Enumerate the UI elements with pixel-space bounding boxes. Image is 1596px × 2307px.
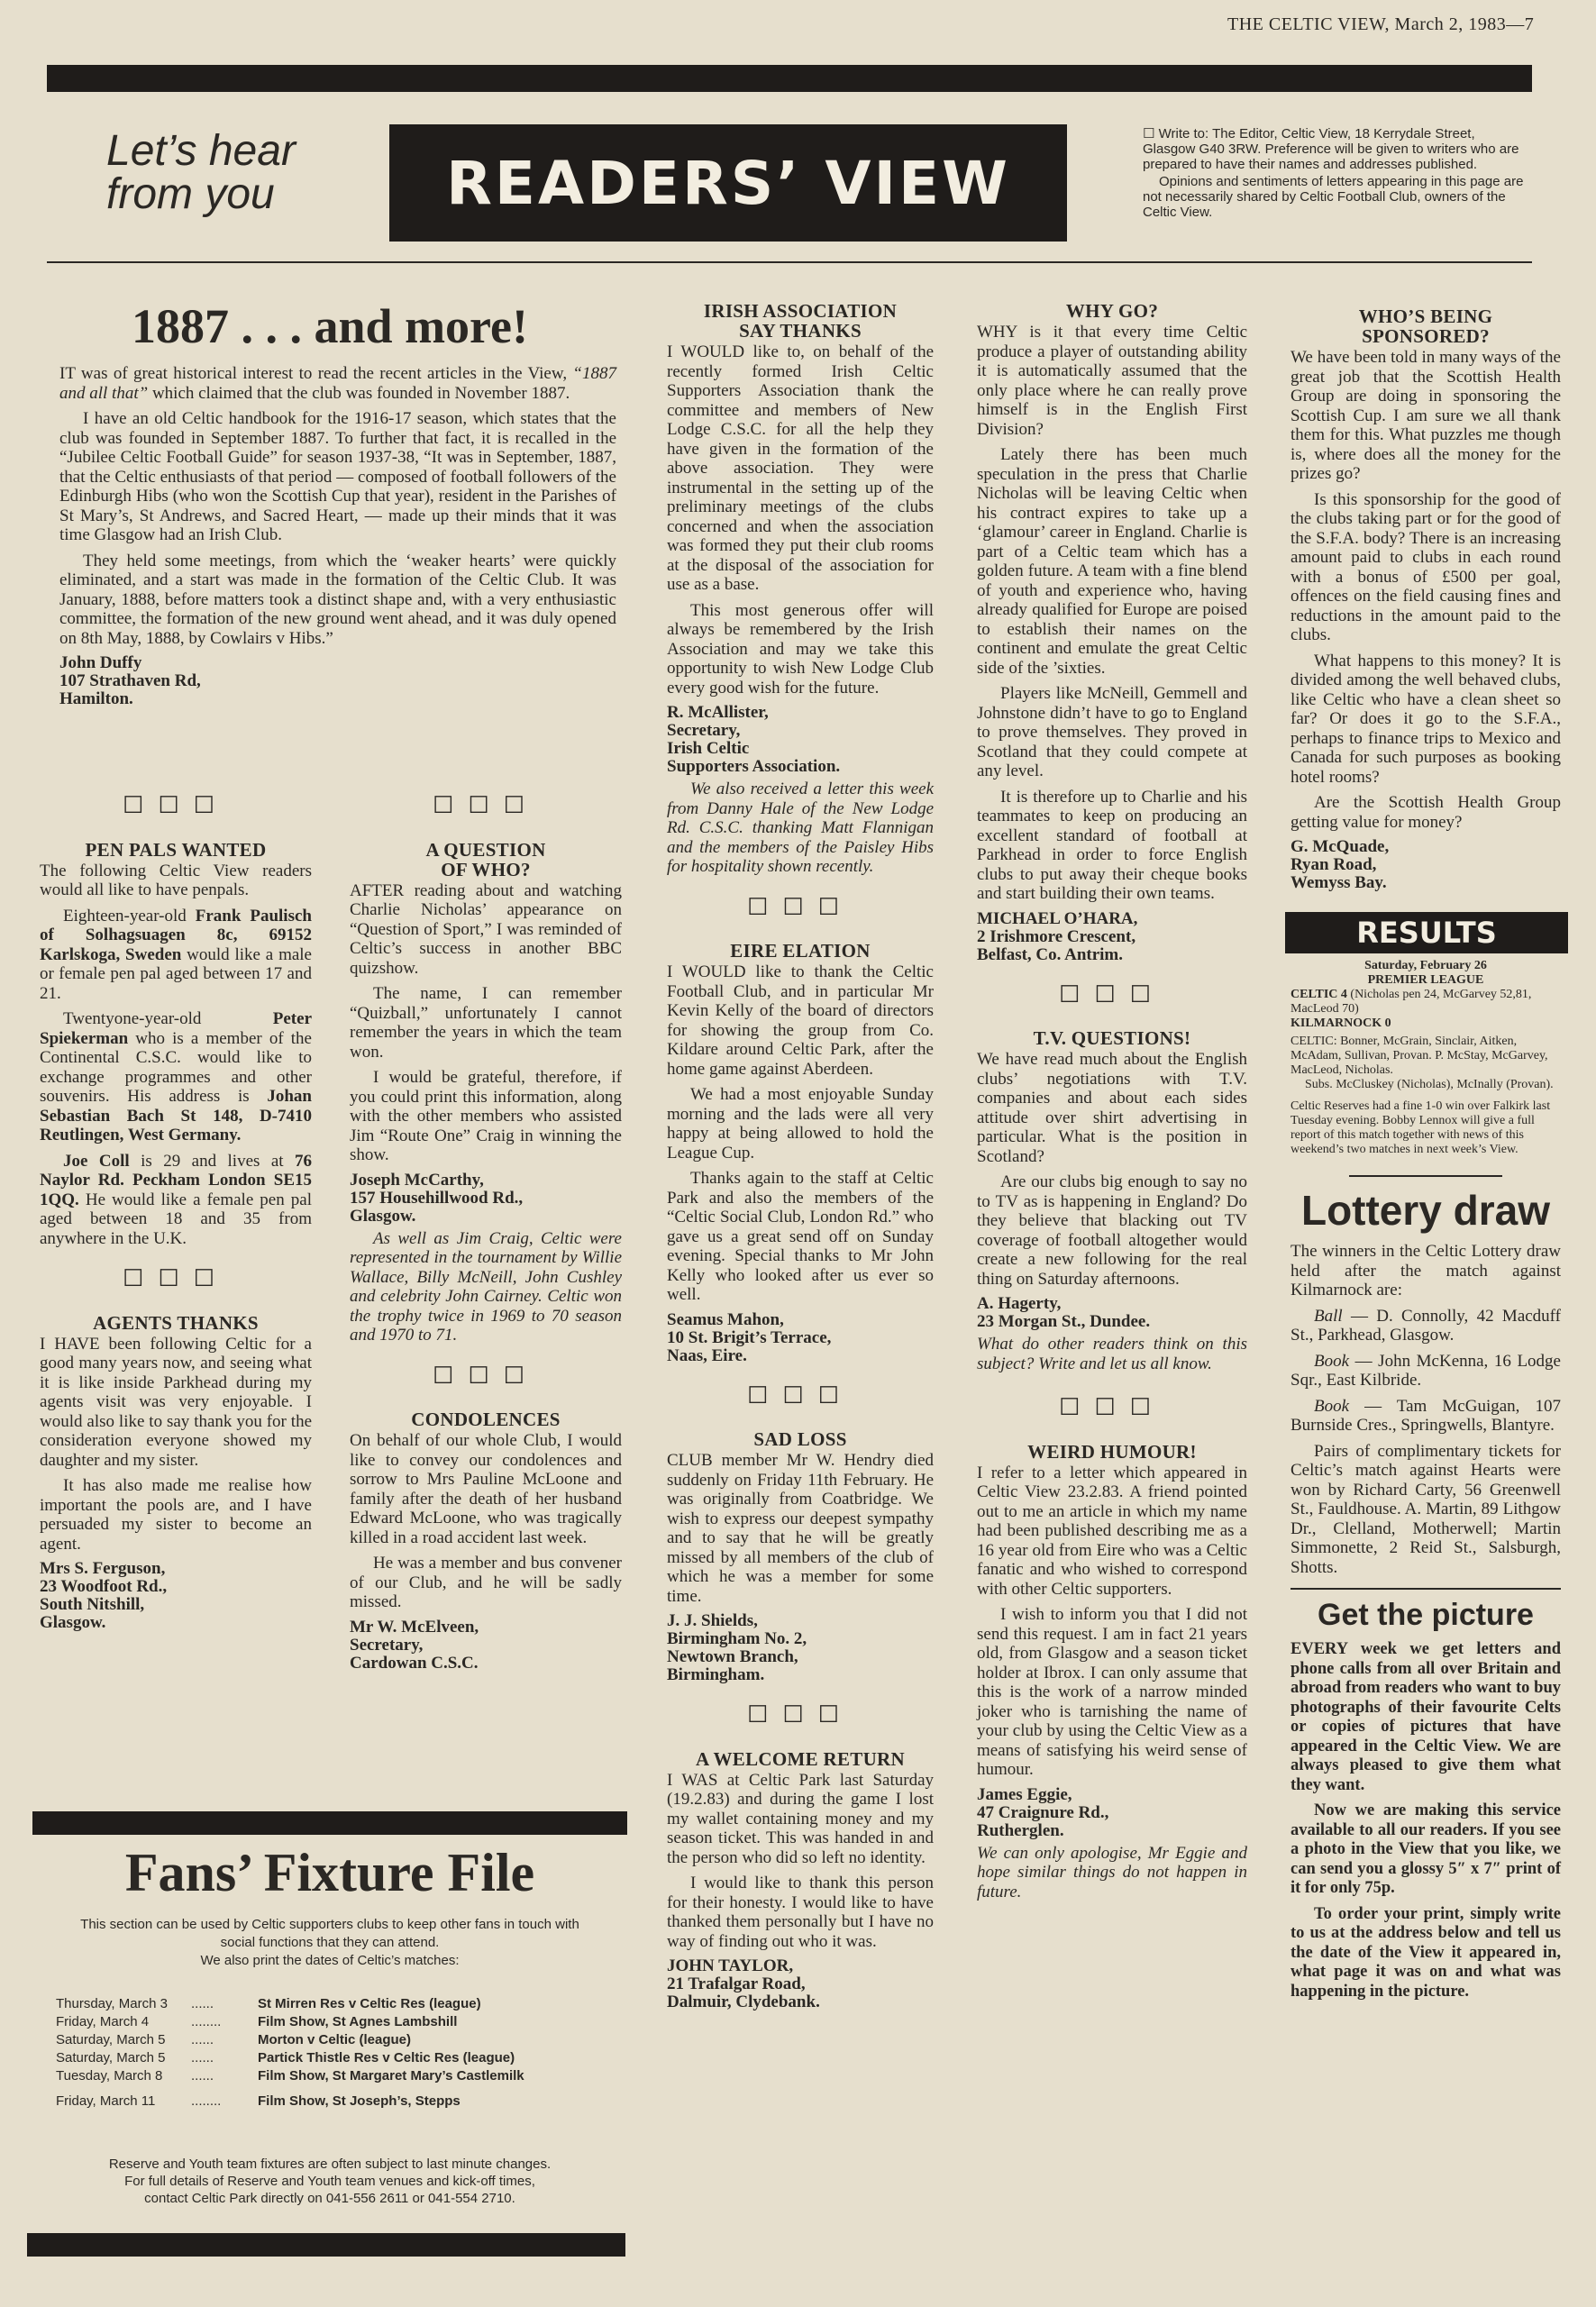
- letter-paragraph: Ball — D. Connolly, 42 Macduff St., Parkhead, Glasgow.: [1290, 1306, 1561, 1345]
- letter-paragraph: Lately there has been much speculation in the press that Charlie Nicholas will be leaving Celtic when his contract expires to take up a ‘glamour’ career in England. Charlie is part of a Celtic team which has a golden future. A team with a fine blend of youth and experience who, having already qualified for Europe are poised to establish their names on the continent and emulate the great Celtic side of the ’sixties.: [977, 445, 1247, 678]
- separator-boxes: ☐☐☐: [1059, 980, 1165, 1008]
- letter-paragraph: CLUB member Mr W. Hendry died suddenly on Friday 11th February. He was originally from Coatbridge. We wish to express our deepest sympathy and to say that he will be greatly missed by all members of the club of which he was a member for some time.: [667, 1451, 934, 1606]
- welcome-signature: JOHN TAYLOR, 21 Trafalgar Road, Dalmuir, Clydebank.: [667, 1956, 820, 2011]
- lottery-rule: [1349, 1175, 1502, 1177]
- editor-note: We can only apologise, Mr Eggie and hope similar things do not happen in future.: [977, 1843, 1247, 1901]
- letter-paragraph: I refer to a letter which appeared in Celtic View 23.2.83. A friend pointed out to me an article in which my name had been published describing me as a 16 year old from Eire who was a Celtic fanatic and who wished to correspond with other Celtic supporters.: [977, 1463, 1247, 1599]
- letter-paragraph: Are the Scottish Health Group getting value for money?: [1290, 793, 1561, 832]
- letter-paragraph: I WOULD like to, on behalf of the recently formed Irish Celtic Supporters Association thank the committee and members of New Lodge C.S.C. for all the help they have given in the formation of the above association. They were instrumental in the setting up of the preliminary meetings of the clubs concerned and when the association was formed they put their club rooms at the disposal of the association for use as a base.: [667, 342, 934, 594]
- letter-paragraph: Twentyone-year-old Peter Spiekerman who is a member of the Continental C.S.C. would like to exchange programmes and other souvenirs. His address is Johan Sebastian Bach St 148, D-7410 Reutlingen, West Germany.: [40, 1009, 312, 1144]
- fixture-top-bar: [32, 1811, 627, 1835]
- letter-paragraph: AFTER reading about and watching Charlie Nicholas’ appearance on “Question of Sport,” I was reminded of Celtic’s success in another BBC quizshow.: [350, 880, 622, 978]
- fixture-row: Saturday, March 5 ...... Partick Thistle Res v Celtic Res (league): [56, 2050, 515, 2065]
- irish-signature: R. McAllister, Secretary, Irish Celtic Supporters Association.: [667, 703, 841, 776]
- condolences-signature: Mr W. McElveen, Secretary, Cardowan C.S.C.: [350, 1617, 479, 1673]
- separator-boxes: ☐☐☐: [123, 792, 229, 819]
- separator-boxes: ☐☐☐: [123, 1265, 229, 1292]
- eire-signature: Seamus Mahon, 10 St. Brigit’s Terrace, Naas, Eire.: [667, 1309, 832, 1365]
- column-2-lower: [350, 775, 622, 1676]
- fixture-row: Saturday, March 5 ...... Morton v Celtic (league): [56, 2032, 412, 2047]
- column-4: [977, 301, 1247, 1908]
- letter-paragraph: Players like McNeill, Gemmell and Johnstone didn’t have to go to England to prove themselves. They proved in Scotland that they could compete at any level.: [977, 684, 1247, 780]
- lead-headline: 1887 . . . and more!: [132, 299, 528, 353]
- top-rule: [47, 65, 1532, 92]
- sadloss-headline: SAD LOSS: [753, 1428, 847, 1450]
- letter-paragraph: We have read much about the English clubs’ negotiations with T.V. companies and about each sides attitude over shirt advertising in particular. What is the position in Scotland?: [977, 1050, 1247, 1166]
- letter-paragraph: It has also made me realise how important the pools are, and I have persuaded my sister to become an agent.: [40, 1476, 312, 1554]
- separator-boxes: ☐☐☐: [747, 1701, 853, 1728]
- whygo-headline: WHY GO?: [1065, 300, 1159, 322]
- letter-paragraph: The name, I can remember “Quizball,” unfortunately I cannot remember the years in which the team won.: [350, 984, 622, 1062]
- picture-rule: [1290, 1588, 1561, 1590]
- readers-view-title: READERS’ VIEW: [389, 124, 1067, 242]
- fixture-row: Friday, March 4 ........ Film Show, St Agnes Lambshill: [56, 2014, 458, 2029]
- fixture-row: Tuesday, March 8 ...... Film Show, St Margaret Mary’s Castlemilk: [56, 2068, 524, 2084]
- tv-signature: A. Hagerty, 23 Morgan St., Dundee.: [977, 1294, 1151, 1331]
- letter-paragraph: Eighteen-year-old Frank Paulisch of Solhagsuagen 8c, 69152 Karlskoga, Sweden would like a male or female pen pal aged between 17 and 21.: [40, 906, 312, 1003]
- lead-paragraph: I have an old Celtic handbook for the 1916-17 season, which states that the club was founded in September 1887. To further that fact, it is recalled in the “Jubilee Celtic Football Guide” for season 1937-38, “It was in September, 1887, that the Celtic enthusiasts of that period — composed of football followers of the Edinburgh Hibs (who won the Scottish Cup that year), resident in the Parishes of St Mary’s, St Andrews, and Sacred Heart, — made up their minds that it was time Glasgow had an Irish Club.: [59, 409, 616, 544]
- letter-paragraph: Book — John McKenna, 16 Lodge Sqr., East Kilbride.: [1290, 1351, 1561, 1390]
- results-block: Saturday, February 26 PREMIER LEAGUE CELTIC 4 (Nicholas pen 24, McGarvey 52,81, MacLeod 70) KILMARNOCK 0 CELTIC: Bonner, McGrain, Sinclair, Aitken, McAdam, Sullivan, Provan. P. McStay, McGarvey, MacLeod, Nicholas. Subs. McCluskey (Nicholas), McInally (Provan). Celtic Reserves had a fine 1-0 win over Falkirk last Tuesday evening. Bobby Lennox will give a full report of this match together with news of this weekend’s two matches in next week’s View.: [1290, 959, 1554, 1156]
- tv-headline: T.V. QUESTIONS!: [1033, 1027, 1191, 1049]
- condolences-headline: CONDOLENCES: [411, 1409, 561, 1430]
- agents-signature: Mrs S. Ferguson, 23 Woodfoot Rd., South Nitshill, Glasgow.: [40, 1559, 168, 1632]
- letter-paragraph: I would like to thank this person for their honesty. I would like to have thanked them personally but I have no way of finding out who it was.: [667, 1874, 934, 1951]
- editor-note: We also received a letter this week from Danny Hale of the New Lodge Rd. C.S.C. thanking Matt Flannigan and the members of the Paisley Hibs for hospitality shown recently.: [667, 780, 934, 876]
- separator-boxes: ☐☐☐: [747, 1381, 853, 1409]
- letter-paragraph: I WAS at Celtic Park last Saturday (19.2.83) and during the game I lost my wallet containing money and my season ticket. This was handed in and the person who did so left no identity.: [667, 1770, 934, 1867]
- weird-signature: James Eggie, 47 Craignure Rd., Rutherglen.: [977, 1784, 1109, 1840]
- letter-paragraph: The winners in the Celtic Lottery draw held after the match against Kilmarnock are:: [1290, 1242, 1561, 1299]
- letter-paragraph: I would be grateful, therefore, if you could print this information, along with the other members who assisted Jim “Route One” Craig in winning the show.: [350, 1068, 622, 1164]
- picture-headline: Get the picture: [1318, 1598, 1534, 1632]
- column-3: [667, 301, 934, 2015]
- letter-paragraph: On behalf of our whole Club, I would like to convey our condolences and sorrow to Mrs Pauline McLoone and family after the death of her husband Edward McLoone, who was tragically killed in a road accident last week.: [350, 1431, 622, 1547]
- separator-boxes: ☐☐☐: [433, 792, 539, 819]
- separator-boxes: ☐☐☐: [1059, 1394, 1165, 1421]
- sponsor-headline: WHO’S BEING SPONSORED?: [1358, 305, 1493, 347]
- banner-underline: [47, 261, 1532, 263]
- lead-signature: John Duffy 107 Strathaven Rd, Hamilton.: [59, 653, 201, 708]
- letter-paragraph: Book — Tam McGuigan, 107 Burnside Cres., Springwells, Blantyre.: [1290, 1396, 1561, 1435]
- sadloss-signature: J. J. Shields, Birmingham No. 2, Newtown Branch, Birmingham.: [667, 1611, 807, 1684]
- checkbox-icon: ☐: [1143, 126, 1159, 141]
- letter-paragraph: Thanks again to the staff at Celtic Park and also the members of the “Celtic Social Club, London Rd.” who gave us a great send off on Sunday evening. Special thanks to Mr John Kelly who looked after us ever so well.: [667, 1169, 934, 1304]
- fixture-list: [56, 1995, 624, 2111]
- letter-paragraph: What happens to this money? It is divided among the well behaved clubs, like Celtic who have a clean sheet so far? Or does it go to the S.F.A., perhaps to finance trips to Mexico and Canada for such purposes as booking hotel rooms?: [1290, 651, 1561, 787]
- separator-boxes: ☐☐☐: [747, 893, 853, 921]
- results-banner: RESULTS: [1285, 912, 1568, 953]
- column-5: [1290, 306, 1561, 2008]
- editor-note: What do other readers think on this subject? Write and let us all know.: [977, 1335, 1247, 1373]
- agents-headline: AGENTS THANKS: [93, 1311, 259, 1334]
- fixture-title: Fans’ Fixture File: [124, 1843, 535, 1902]
- fixture-intro: This section can be used by Celtic supporters clubs to keep other fans in touch with social functions that they can attend. We also print the dates of Celtic’s matches:: [80, 1917, 579, 1968]
- letter-paragraph: Pairs of complimentary tickets for Celtic’s match against Hearts were won by Richard Carty, 56 Greenwell St., Fauldhouse. A. Martin, 89 Lithgow Dr., Clelland, Motherwell; Martin Simmonette, 2 Reid St., Salsburgh, Shotts.: [1290, 1441, 1561, 1577]
- letter-paragraph: I HAVE been following Celtic for a good many years now, and seeing what it is like inside Parkhead during my agents visit was very enjoyable. I would also like to say thank you for the consideration everyone showed my daughter and my sister.: [40, 1334, 312, 1470]
- irish-headline: IRISH ASSOCIATION SAY THANKS: [703, 300, 898, 342]
- write-to-notice: ☐ Write to: The Editor, Celtic View, 18 Kerrydale Street, Glasgow G40 3RW. Preference will be given to writers who are prepared to have their names and addresses published. Opinions and sentiments of letters appearing in this page are not necessarily shared by Celtic Football Club, owners of the Celtic View.: [1143, 126, 1524, 220]
- letter-paragraph: He was a member and bus convener of our Club, and he will be sadly missed.: [350, 1554, 622, 1611]
- picture-paragraph: EVERY week we get letters and phone calls from all over Britain and abroad from readers who want to buy photographs of their favourite Celts or copies of pictures that have appeared in the Celtic View. We are always pleased to give them what they want.: [1290, 1640, 1561, 1794]
- question-headline: A QUESTION OF WHO?: [425, 838, 546, 880]
- column-1: [59, 288, 616, 712]
- column-1-lower: [40, 775, 312, 1636]
- letter-paragraph: Are our clubs big enough to say no to TV as is happening in England? Do they believe that blacking out TV coverage of football altogether would create a new following for the real thing on Saturday afternoons.: [977, 1172, 1247, 1289]
- separator-boxes: ☐☐☐: [433, 1362, 539, 1390]
- letter-paragraph: We had a most enjoyable Sunday morning and the lads were all very happy at being allowed to hold the League Cup.: [667, 1085, 934, 1163]
- penpals-headline: PEN PALS WANTED: [85, 838, 267, 861]
- lead-paragraph: IT was of great historical interest to read the recent articles in the View, “1887 and all that” which claimed that the club was founded in November 1887.: [59, 364, 616, 403]
- picture-paragraph: Now we are making this service available to all our readers. If you see a photo in the View that you like, we can send you a glossy 5″ x 7″ print of it for only 75p.: [1290, 1801, 1561, 1897]
- letter-paragraph: Joe Coll is 29 and lives at 76 Naylor Rd. Peckham London SE15 1QQ. He would like a female pen pal aged between 18 and 35 from anywhere in the U.K.: [40, 1151, 312, 1248]
- fixture-row: Thursday, March 3 ...... St Mirren Res v Celtic Res (league): [56, 1996, 481, 2011]
- letter-paragraph: I WOULD like to thank the Celtic Football Club, and in particular Mr Kevin Kelly of the board of directors for showing the group from Co. Kildare around Celtic Park, after the home game against Aberdeen.: [667, 962, 934, 1079]
- fixture-row: Friday, March 11 ........ Film Show, St Joseph’s, Stepps: [56, 2093, 461, 2109]
- welcome-headline: A WELCOME RETURN: [696, 1747, 905, 1770]
- editor-reply: As well as Jim Craig, Celtic were represented in the tournament by Willie Wallace, Billy McNeill, John Cushley and celebrity John Cairney. Celtic won the trophy twice in 1969 to 70 season and 1970 to 71.: [350, 1228, 622, 1345]
- lead-paragraph: They held some meetings, from which the ‘weaker hearts’ were quickly eliminated, and a start was made in the formation of the Celtic Club. It was January, 1888, before matters took a distinct shape and, with a very enthusiastic committee, the formation of the new ground went ahead, and it was duly opened on 8th May, 1888, by Cowlairs v Hibs.”: [59, 551, 616, 648]
- letter-paragraph: It is therefore up to Charlie and his teammates to keep on producing an excellent standard of football at Parkhead in order to force English clubs to put away their cheque books and start building their own teams.: [977, 787, 1247, 903]
- letter-paragraph: I wish to inform you that I did not send this request. I am in fact 21 years old, from Glasgow and a season ticket holder at Ibrox. I can only assume that this is the work of a narrow minded joker who is tarnishing the name of your club by using the Celtic View as a means of satisfying his weird sense of humour.: [977, 1605, 1247, 1779]
- question-signature: Joseph McCarthy, 157 Househillwood Rd., Glasgow.: [350, 1170, 524, 1226]
- eire-headline: EIRE ELATION: [730, 940, 871, 962]
- whygo-signature: MICHAEL O’HARA, 2 Irishmore Crescent, Belfast, Co. Antrim.: [977, 908, 1138, 964]
- letter-paragraph: This most generous offer will always be remembered by the Irish Association and may we take this opportunity to wish New Lodge Club every good wish for the future.: [667, 600, 934, 698]
- running-head: THE CELTIC VIEW, March 2, 1983—7: [1227, 14, 1535, 34]
- letter-paragraph: We have been told in many ways of the great job that the Scottish Health Group are doing in sponsoring the Scottish Cup. I am sure we all thank them for this. What puzzles me though is, where does all the money for the prizes go?: [1290, 348, 1561, 483]
- sponsor-signature: G. McQuade, Ryan Road, Wemyss Bay.: [1290, 837, 1390, 892]
- weird-headline: WEIRD HUMOUR!: [1027, 1440, 1197, 1463]
- letter-paragraph: Is this sponsorship for the good of the clubs taking part or for the good of the S.F.A. body? There is an increasing amount paid to clubs in each round with a bonus of £500 per goal, offences on the field causing fines and reductions in the amount paid to the clubs.: [1290, 489, 1561, 644]
- letter-paragraph: WHY is it that every time Celtic produce a player of outstanding ability it is automatically assumed that the only place where he can really prove himself is in the English First Division?: [977, 323, 1247, 439]
- lets-hear-from-you: Let’s hear from you: [106, 127, 296, 218]
- picture-paragraph: To order your print, simply write to us at the address below and tell us the date of the View it appeared in, what page it was on and what was happening in the picture.: [1290, 1904, 1561, 2001]
- letter-paragraph: The following Celtic View readers would all like to have penpals.: [40, 861, 312, 899]
- fixture-footnote: Reserve and Youth team fixtures are often subject to last minute changes. For full details of Reserve and Youth team venues and kick-off times, contact Celtic Park directly on 041-556 2611 or 041-554 2710.: [108, 2157, 552, 2206]
- fixture-bottom-bar: [27, 2233, 625, 2257]
- lottery-headline: Lottery draw: [1300, 1187, 1551, 1234]
